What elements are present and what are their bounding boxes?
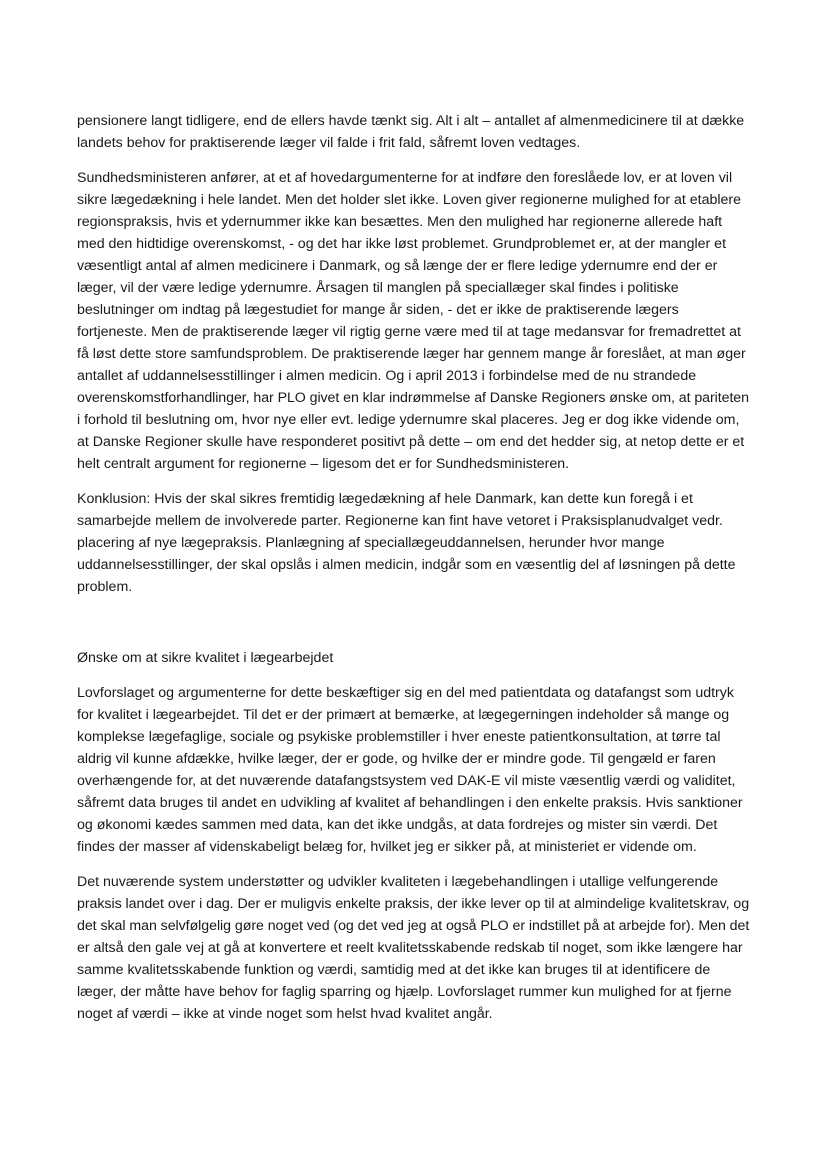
paragraph-quality-data [77,682,749,858]
text-line: samarbejde mellem de involverede parter. Regionerne kan fint have vetoret i Praksisplanudvalget vedr. [77,513,723,529]
paragraph-quality-system [77,871,749,1025]
paragraph-minister [77,167,749,475]
text-line: Lovforslaget og argumenterne for dette beskæftiger sig en del med patientdata og datafangst som udtryk [77,685,734,701]
text-line: og økonomi kædes sammen med data, kan det ikke undgås, at data fordrejes og mister sin værdi. Det [77,817,718,833]
text-line: uddannelsesstillinger, der skal opslås i almen medicin, indgår som en væsentlig del af løsningen på dette [77,557,736,573]
text-line: er altså den gale vej at gå at konvertere et reelt kvalitetsskabende redskab til noget, som ikke længere har [77,940,743,956]
text-line: findes der masser af videnskabeligt belæg for, hvilket jeg er sikker på, at ministeriet er vidende om. [77,839,697,855]
text-line: overenskomstforhandlinger, har PLO givet en klar indrømmelse af Danske Regioners ønske om, at pariteten [77,390,749,406]
text-line: i forhold til beslutning om, hvor nye eller evt. ledige ydernumre skal placeres. Jeg er dog ikke vidende om, [77,412,740,428]
text-line: fortjeneste. Men de praktiserende læger vil rigtig gerne være med til at tage medansvar for fremadrettet at [77,324,741,340]
text-line: problem. [77,579,133,595]
text-line: såfremt data bruges til andet en udvikling af kvalitet af behandlingen i den enkelte praksis. Hvis sanktioner [77,795,743,811]
section-heading: Ønske om at sikre kvalitet i lægearbejdet [77,650,334,666]
text-line: med den hidtidige overenskomst, - og det har ikke løst problemet. Grundproblemet er, at der mangler et [77,236,727,252]
text-line: praksis landet over i dag. Der er muligvis enkelte praksis, der ikke lever op til at almindelige kvalitetskrav, og [77,896,750,912]
text-line: aldrig vil kunne afdække, hvilke læger, der er gode, og hvilke der er mindre gode. Til gengæld er faren [77,751,716,767]
text-line: at Danske Regioner skulle have responderet positivt på dette – om end det hedder sig, at netop dette er et [77,434,745,450]
text-line: regionspraksis, hvis et ydernummer ikke kan besættes. Men den mulighed har regionerne allerede haft [77,214,723,230]
text-line: beslutninger om indtag på lægestudiet for mange år siden, - det er ikke de praktiserende lægers [77,302,679,318]
paragraph-pension [77,110,749,154]
text-line: læger, vil der være ledige ydernumre. Årsagen til manglen på speciallæger skal findes i politiske [77,280,679,296]
text-line: læger, der måtte have behov for faglig sparring og hjælp. Lovforslaget rummer kun mulighed for at fjerne [77,984,732,1000]
text-line: væsentligt antal af almen medicinere i Danmark, og så længe der er flere ledige ydernumre end der er [77,258,718,274]
text-line: overhængende for, at det nuværende datafangstsystem ved DAK-E vil miste væsentlig værdi og validitet, [77,773,736,789]
text-line: det skal man selvfølgelig gøre noget ved (og det ved jeg at også PLO er indstillet på at arbejde for). Men det [77,918,750,934]
text-line: komplekse lægefaglige, sociale og psykiske problemstiller i hver eneste patientkonsultation, at tørre tal [77,729,721,745]
text-line: få løst dette store samfundsproblem. De praktiserende læger har gennem mange år foreslået, at man øger [77,346,746,362]
text-line: Sundhedsministeren anfører, at et af hovedargumenterne for at indføre den foreslåede lov, er at loven vil [77,170,733,186]
paragraph-conclusion [77,488,749,598]
text-line: Konklusion: Hvis der skal sikres fremtidig lægedækning af hele Danmark, kan dette kun foregå i et [77,491,693,507]
text-line: placering af nye lægepraksis. Planlægning af speciallægeuddannelsen, herunder hvor mange [77,535,665,551]
text-line: sikre lægedækning i hele landet. Men det holder slet ikke. Loven giver regionerne mulighed for at etablere [77,192,742,208]
text-line: for kvalitet i lægearbejdet. Til det er der primært at bemærke, at lægegerningen indeholder så mange og [77,707,730,723]
document-page [77,110,749,1025]
text-line: landets behov for praktiserende læger vil falde i frit fald, såfremt loven vedtages. [77,135,581,151]
text-line: samme kvalitetsskabende funktion og værdi, samtidig med at det ikke kan bruges til at identificere de [77,962,711,978]
text-line: pensionere langt tidligere, end de ellers havde tænkt sig. Alt i alt – antallet af almenmedicinere til at dække [77,113,745,129]
text-line: noget af værdi – ikke at vinde noget som helst hvad kvalitet angår. [77,1006,493,1022]
text-line: helt centralt argument for regionerne – ligesom det er for Sundhedsministeren. [77,456,570,472]
text-line: antallet af uddannelsesstillinger i almen medicin. Og i april 2013 i forbindelse med de nu strandede [77,368,697,384]
text-line: Det nuværende system understøtter og udvikler kvaliteten i lægebehandlingen i utallige velfungerende [77,874,719,890]
